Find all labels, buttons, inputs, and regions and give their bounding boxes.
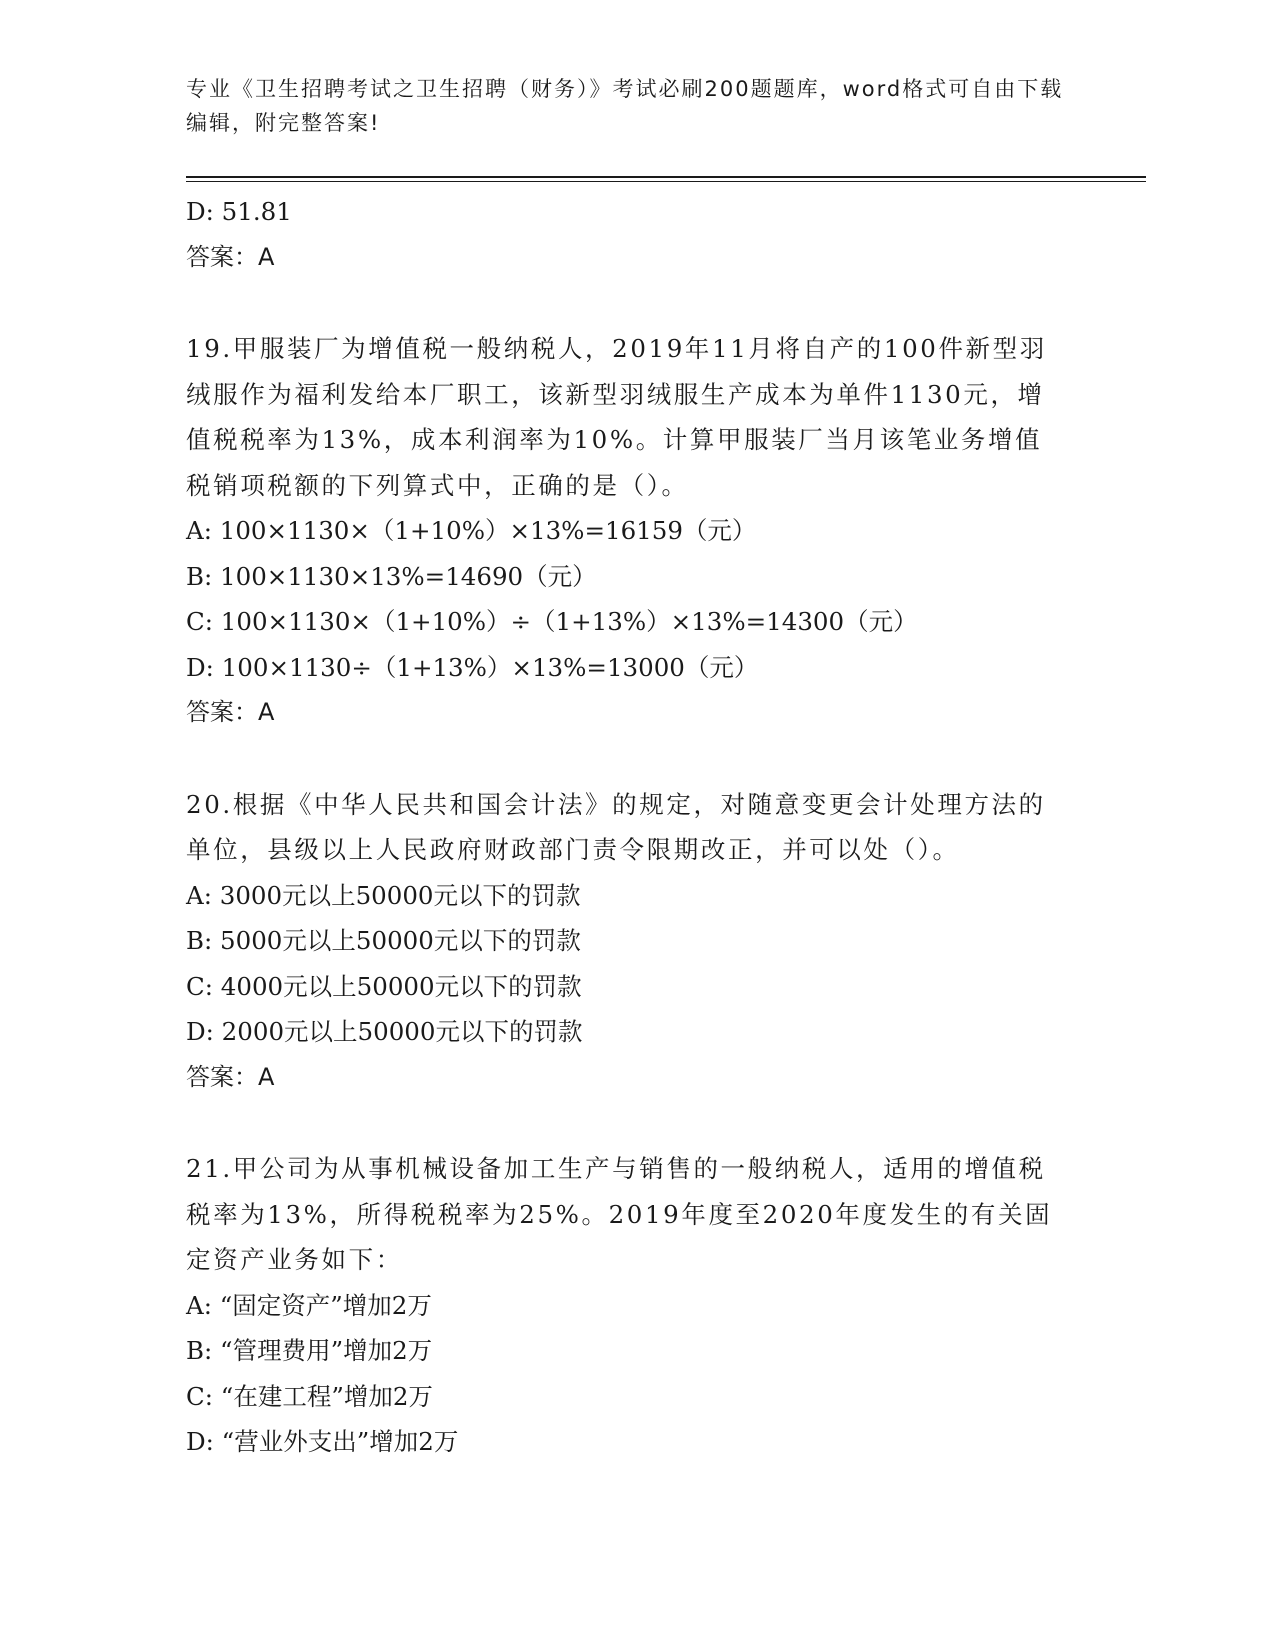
spacer: [186, 736, 1066, 782]
header-divider-thin: [186, 181, 1146, 182]
question-text: 19.甲服装厂为增值税一般纳税人，2019年11月将自产的100件新型羽绒服作为福利发给本厂职工，该新型羽绒服生产成本为单件1130元，增值税税率为13%，成本利润率为10%。计算甲服装厂当月该笔业务增值税销项税额的下列算式中，正确的是（）。: [186, 334, 1047, 500]
option-c: C: 4000元以上50000元以下的罚款: [186, 971, 582, 1001]
option-b: B: 100×1130×13%=14690（元）: [186, 561, 597, 591]
option-d: D: 51.81: [186, 197, 292, 226]
question-text: 21.甲公司为从事机械设备加工生产与销售的一般纳税人，适用的增值税税率为13%，所得税税率为25%。2019年度至2020年度发生的有关固定资产业务如下：: [186, 1154, 1053, 1274]
option-c: C: “在建工程”增加2万: [186, 1381, 433, 1411]
question-content: [186, 189, 1066, 1465]
question-text: 20.根据《中华人民共和国会计法》的规定，对随意变更会计处理方法的单位，县级以上人民政府财政部门责令限期改正，并可以处（）。: [186, 789, 1046, 864]
spacer: [186, 280, 1066, 326]
option-a: A: “固定资产”增加2万: [186, 1290, 432, 1320]
option-b: B: 5000元以上50000元以下的罚款: [186, 926, 581, 955]
option-c: C: 100×1130×（1+10%）÷（1+13%）×13%=14300（元）: [186, 607, 918, 636]
previous-question-tail: [186, 189, 1066, 280]
option-b: B: “管理费用”增加2万: [186, 1336, 433, 1365]
question-19: [186, 326, 1066, 736]
header-divider-thick: [186, 176, 1146, 178]
question-21: [186, 1146, 1066, 1465]
option-d: D: “营业外支出”增加2万: [186, 1427, 459, 1456]
option-a: A: 3000元以上50000元以下的罚款: [186, 880, 581, 910]
option-a: A: 100×1130×（1+10%）×13%=16159（元）: [186, 516, 757, 545]
option-d: D: 2000元以上50000元以下的罚款: [186, 1017, 583, 1046]
answer: 答案：A: [186, 1062, 275, 1091]
page-header: 专业《卫生招聘考试之卫生招聘（财务）》考试必刷200题题库，word格式可自由下载编辑，附完整答案!: [186, 77, 1064, 135]
answer: 答案：A: [186, 698, 275, 726]
answer: 答案：A: [186, 242, 275, 271]
option-d: D: 100×1130÷（1+13%）×13%=13000（元）: [186, 652, 759, 682]
question-20: [186, 782, 1066, 1101]
spacer: [186, 1100, 1066, 1146]
